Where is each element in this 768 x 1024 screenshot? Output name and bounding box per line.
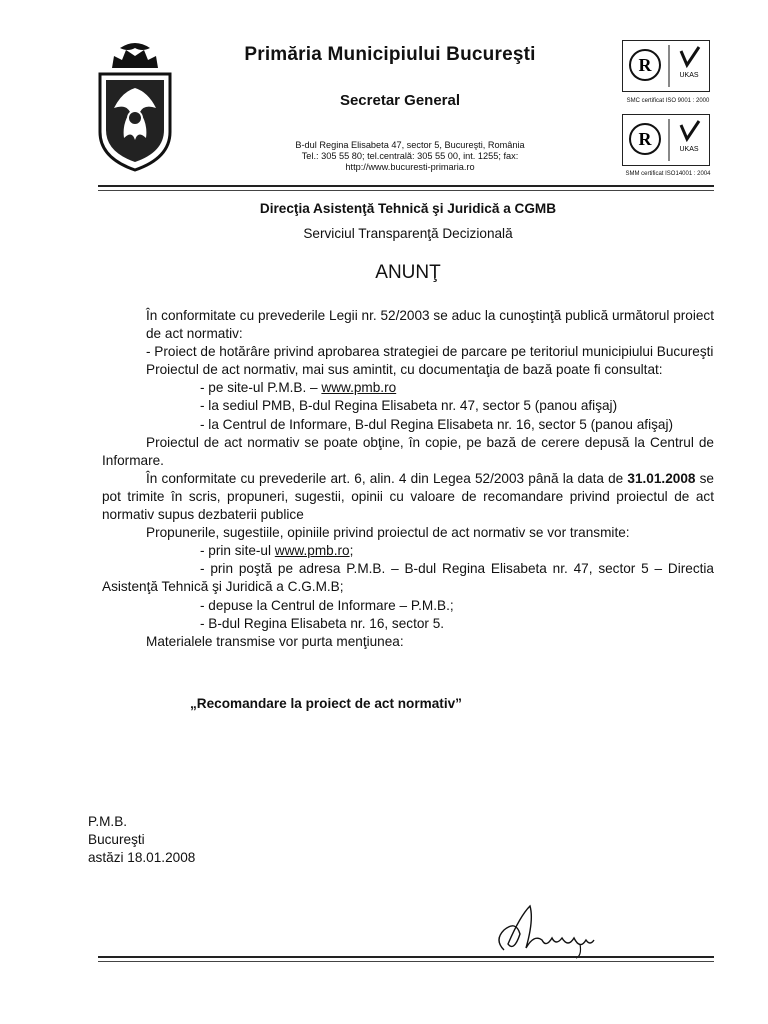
iso14001-cert-logo <box>622 114 710 166</box>
list-item-text: - prin site-ul <box>200 543 275 559</box>
footer-date: astăzi 18.01.2008 <box>88 850 196 865</box>
svg-text:R: R <box>638 129 652 149</box>
paragraph-text: se pot trimite în scris, propuneri, sugestii, opinii cu valoare de recomandare privind proiectul de act normativ supus dezbaterii publice <box>102 470 714 523</box>
certification-mark-icon <box>623 41 709 91</box>
pmb-website-link[interactable]: www.pmb.ro <box>321 380 397 396</box>
website-line: http://www.bucuresti-primaria.ro <box>345 162 475 172</box>
announcement-body <box>102 307 714 651</box>
header-divider-thin <box>98 190 714 191</box>
iso9001-caption: SMC certificat ISO 9001 : 2000 <box>626 98 710 104</box>
footer-divider-thin <box>98 961 714 962</box>
ukas-badge-label: UKAS <box>679 146 699 153</box>
footer-org: P.M.B. <box>88 814 128 829</box>
iso14001-caption: SMM certificat ISO14001 : 2004 <box>625 171 711 177</box>
footer-city: Bucureşti <box>88 832 145 847</box>
paragraph: Proiectul de act normativ se poate obţine, în copie, pe bază de cerere depusă la Centrul de Informare. <box>102 434 714 468</box>
list-item: - la sediul PMB, B-dul Regina Elisabeta nr. 47, sector 5 (panou afişaj) <box>200 398 618 414</box>
institution-address <box>200 140 620 173</box>
signature-icon <box>490 900 600 960</box>
paragraph: Proiectul de act normativ, mai sus amintit, cu documentaţia de bază poate fi consultat: <box>146 362 663 378</box>
paragraph: În conformitate cu prevederile Legii nr. 52/2003 se aduc la cunoştinţă publică următorul proiect de act normativ: <box>146 308 714 342</box>
pmb-website-link[interactable]: www.pmb.ro <box>274 543 350 559</box>
svg-text:R: R <box>638 55 652 75</box>
announcement-heading: ANUNŢ <box>375 262 441 283</box>
phone-line: Tel.: 305 55 80; tel.centrală: 305 55 00, int. 1255; fax: <box>301 151 519 161</box>
deadline-date: 31.01.2008 <box>627 470 696 486</box>
list-item: - la Centrul de Informare, B-dul Regina Elisabeta nr. 16, sector 5 (panou afişaj) <box>200 416 674 432</box>
list-item: - B-dul Regina Elisabeta nr. 16, sector 5. <box>200 615 445 631</box>
list-item-text: ; <box>349 543 354 559</box>
list-item: - depuse la Centrul de Informare – P.M.B.; <box>200 597 454 613</box>
list-item: - prin poştă pe adresa P.M.B. – B-dul Regina Elisabeta nr. 47, sector 5 – Directia Asistenţă Tehnică şi Juridică a C.G.M.B; <box>102 561 714 595</box>
institution-title: Primăria Municipiului Bucureşti <box>244 44 536 65</box>
paragraph-text: În conformitate cu prevederile art. 6, alin. 4 din Legea 52/2003 până la data de <box>146 470 628 486</box>
iso9001-cert-logo <box>622 40 710 92</box>
service-title: Serviciul Transparenţă Decizională <box>303 226 513 241</box>
list-item <box>102 379 714 397</box>
footer-divider <box>98 956 714 958</box>
institution-subtitle: Secretar General <box>339 92 461 109</box>
direction-title: Direcţia Asistenţă Tehnică şi Juridică a CGMB <box>259 201 557 216</box>
paragraph <box>102 470 714 524</box>
paragraph: Propunerile, sugestiile, opiniile privind proiectul de act normativ se vor transmite: <box>146 525 630 541</box>
certification-mark-icon <box>623 115 709 165</box>
paragraph: - Proiect de hotărâre privind aprobarea strategiei de parcare pe teritoriul municipiului Bucureşti <box>146 344 714 360</box>
list-item-text: - pe site-ul P.M.B. – <box>200 380 322 396</box>
required-mention: „Recomandare la proiect de act normativ” <box>190 696 462 711</box>
ukas-badge-label: UKAS <box>679 72 699 79</box>
paragraph: Materialele transmise vor purta menţiunea: <box>146 633 404 649</box>
address-line: B-dul Regina Elisabeta 47, sector 5, Bucureşti, România <box>295 140 525 150</box>
footer-block <box>88 813 195 867</box>
header-divider <box>98 185 714 187</box>
bucharest-coat-of-arms-icon <box>92 40 178 174</box>
list-item <box>102 542 714 560</box>
